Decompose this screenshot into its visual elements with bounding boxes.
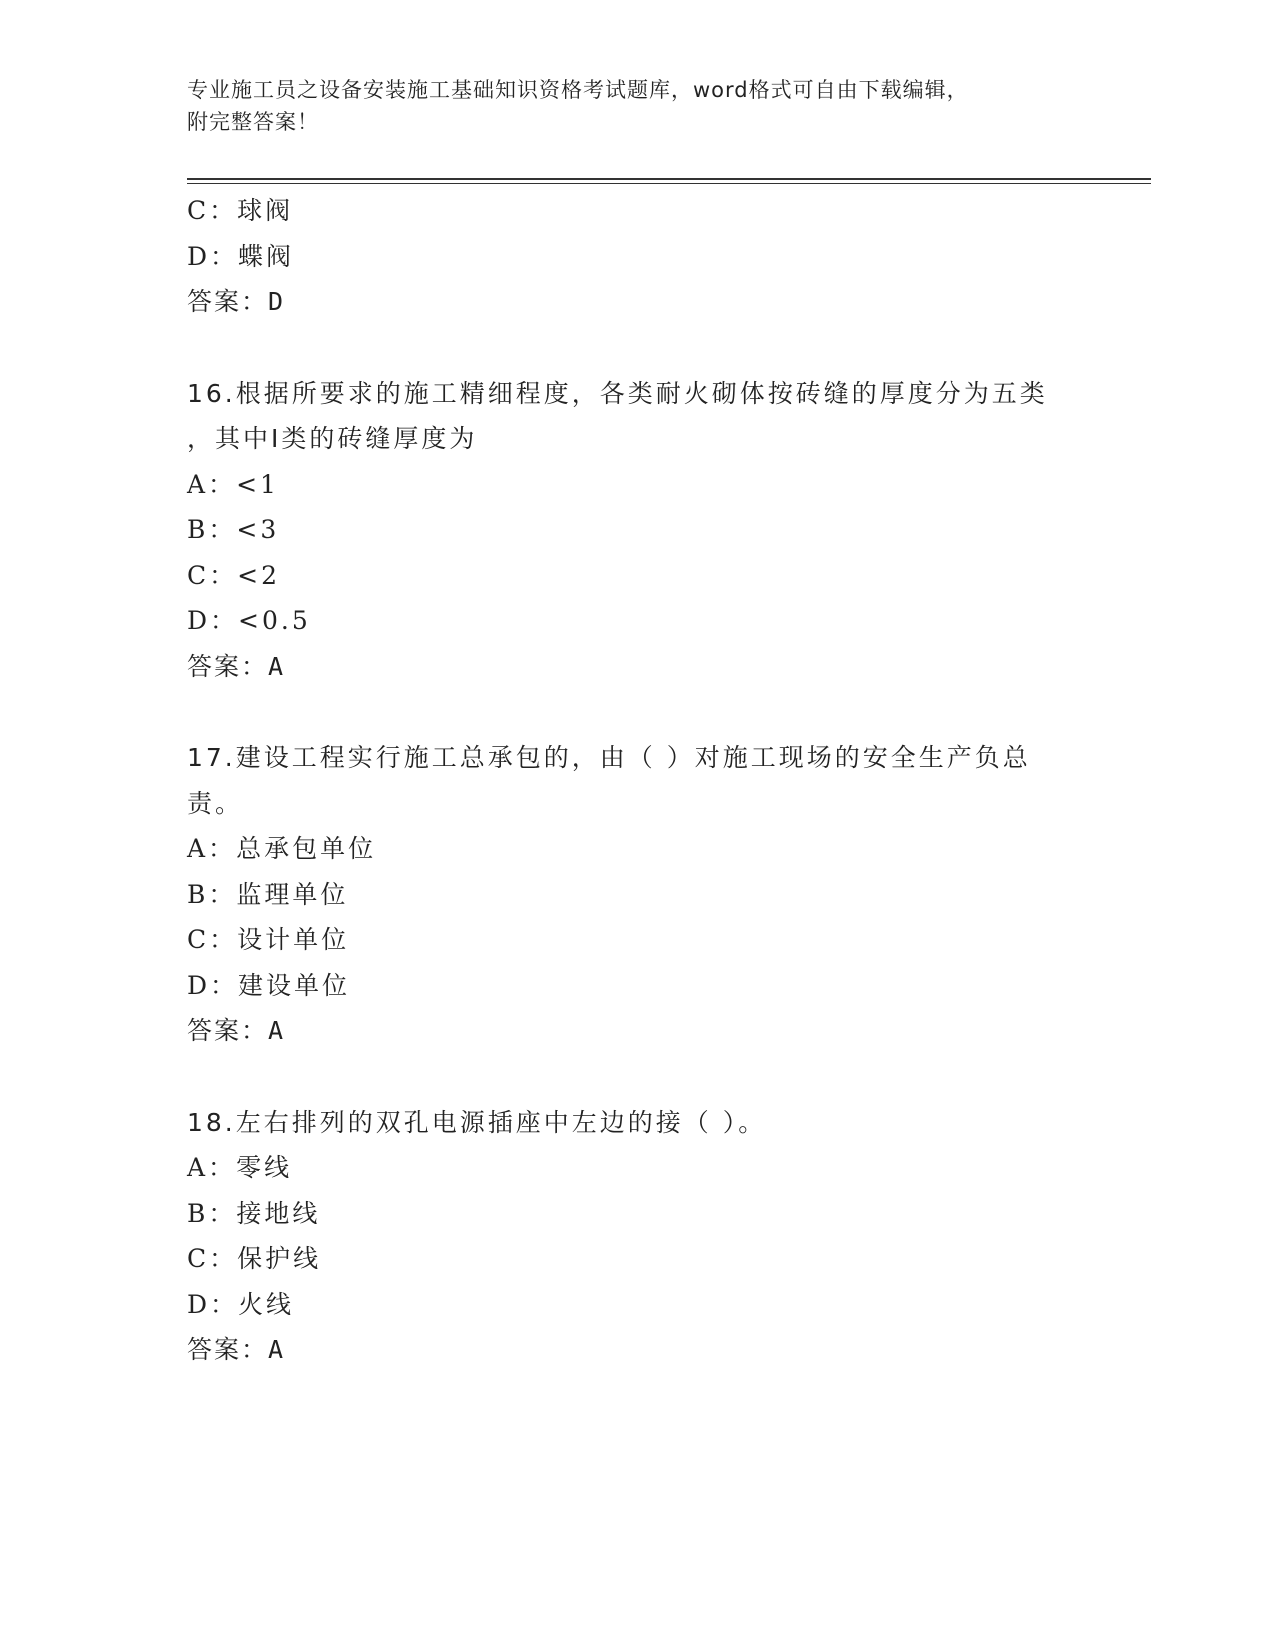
option-text: <1 <box>236 469 279 499</box>
option-key: C： <box>187 1244 238 1273</box>
option-text: 监理单位 <box>236 879 349 909</box>
question-17 <box>187 735 1117 1054</box>
option-text: 火线 <box>238 1289 295 1319</box>
option-key: A： <box>187 469 237 499</box>
question-stem-line: 18.左右排列的双孔电源插座中左边的接（ ）。 <box>187 1107 767 1137</box>
option-a <box>187 462 1117 508</box>
option-key: B： <box>187 515 237 544</box>
option-text: 总承包单位 <box>236 834 377 863</box>
option-b <box>187 872 1117 918</box>
page-header <box>187 74 1087 138</box>
question-18 <box>187 1100 1117 1373</box>
option-d <box>187 234 1117 280</box>
question-list <box>187 188 1117 1373</box>
answer-label: 答案： <box>187 651 269 681</box>
option-key: C： <box>187 560 238 590</box>
option-d <box>187 963 1117 1009</box>
answer-line <box>187 1327 1117 1373</box>
option-key: C： <box>187 196 238 225</box>
option-key: B： <box>187 879 237 909</box>
option-d <box>187 1282 1117 1328</box>
option-a <box>187 826 1117 872</box>
option-key: B： <box>187 1198 237 1228</box>
header-divider-thin <box>187 183 1151 184</box>
header-line-2: 附完整答案！ <box>187 110 319 134</box>
option-key: D： <box>187 970 239 1000</box>
question-stem-line: 17.建设工程实行施工总承包的，由（ ）对施工现场的安全生产负总 <box>187 743 1031 772</box>
answer-line <box>187 279 1117 325</box>
option-text: 球阀 <box>237 196 294 225</box>
option-text: <3 <box>236 515 280 544</box>
answer-value: D <box>268 287 286 316</box>
option-c <box>187 917 1117 963</box>
answer-value: A <box>268 1016 286 1045</box>
answer-line <box>187 644 1117 690</box>
option-text: <2 <box>237 560 280 590</box>
question-stem-line: ，其中Ⅰ类的砖缝厚度为 <box>187 424 478 453</box>
option-text: 设计单位 <box>237 925 350 954</box>
answer-value: A <box>268 651 286 681</box>
question-16 <box>187 371 1117 690</box>
option-c <box>187 553 1117 599</box>
option-key: D： <box>187 606 239 635</box>
spacer <box>187 1054 1117 1100</box>
spacer <box>187 325 1117 371</box>
option-c <box>187 188 1117 234</box>
option-text: <0.5 <box>238 606 311 635</box>
option-key: A： <box>187 834 237 863</box>
answer-value: A <box>268 1335 286 1364</box>
option-key: D： <box>187 1289 239 1319</box>
question-15-tail <box>187 188 1117 325</box>
question-stem-line: 责。 <box>187 788 244 818</box>
header-divider-thick <box>187 178 1151 180</box>
option-c <box>187 1236 1117 1282</box>
header-line-1: 专业施工员之设备安装施工基础知识资格考试题库，word格式可自由下载编辑， <box>187 78 969 102</box>
option-key: C： <box>187 925 238 954</box>
option-a <box>187 1145 1117 1191</box>
answer-label: 答案： <box>187 1335 269 1364</box>
option-text: 蝶阀 <box>238 241 295 271</box>
spacer <box>187 689 1117 735</box>
option-text: 保护线 <box>237 1244 322 1273</box>
option-key: D： <box>187 241 239 271</box>
option-b <box>187 1191 1117 1237</box>
answer-label: 答案： <box>187 287 269 316</box>
option-text: 零线 <box>236 1153 293 1182</box>
option-b <box>187 507 1117 553</box>
option-text: 建设单位 <box>238 970 351 1000</box>
option-text: 接地线 <box>236 1198 321 1228</box>
option-d <box>187 598 1117 644</box>
option-key: A： <box>187 1153 237 1182</box>
answer-line <box>187 1008 1117 1054</box>
answer-label: 答案： <box>187 1016 269 1045</box>
question-stem-line: 16.根据所要求的施工精细程度，各类耐火砌体按砖缝的厚度分为五类 <box>187 378 1048 408</box>
